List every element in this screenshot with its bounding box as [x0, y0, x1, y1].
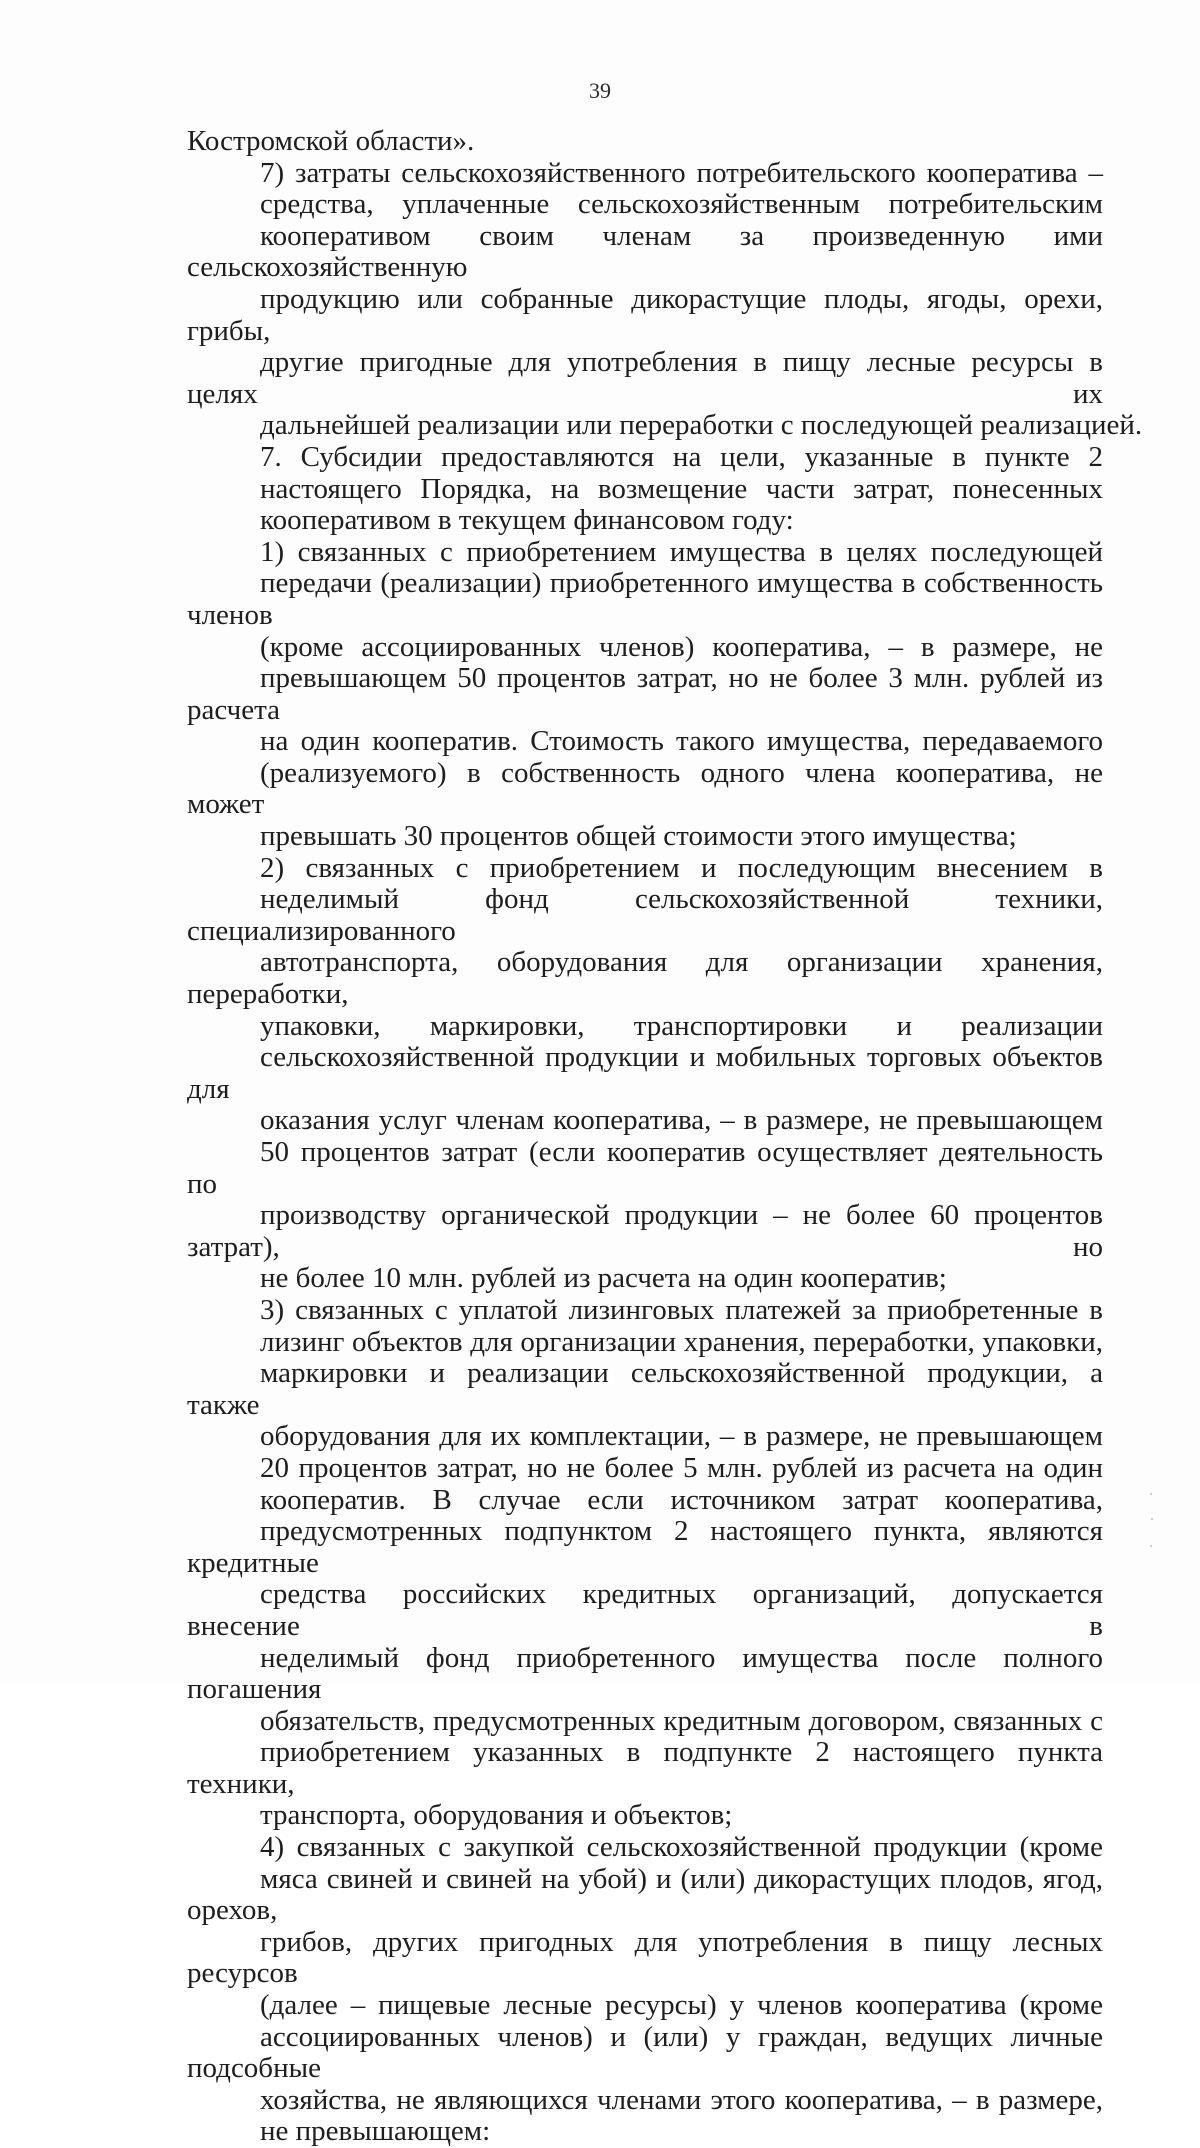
text-line: ассоциированных членов) и (или) у граждан, ведущих личные подсобные [187, 2020, 1103, 2085]
text-line: приобретением указанных в подпункте 2 настоящего пункта техники, [187, 1736, 1103, 1800]
text-line: оказания услуг членам кооператива, – в размере, не превышающем [260, 1104, 1103, 1137]
text-line: 3) связанных с уплатой лизинговых платежей за приобретенные в [260, 1293, 1103, 1326]
text-line: производству органической продукции – не более 60 процентов затрат), но [187, 1199, 1103, 1263]
paragraph [187, 156, 1143, 442]
text-line: Костромской области». [187, 125, 475, 157]
text-line: автотранспорта, оборудования для организации хранения, переработки, [187, 946, 1103, 1011]
paragraph [187, 1832, 1103, 2148]
text-line: дальнейшей реализации или переработки с последующей реализацией. [260, 409, 1143, 442]
text-line: (далее – пищевые лесные ресурсы) у членов кооператива (кроме [260, 1989, 1103, 2022]
text-line: кооператив. В случае если источником затрат кооператива, [260, 1483, 1103, 1516]
paragraph [187, 853, 1103, 1295]
paragraph [187, 1295, 1103, 1832]
text-line: продукцию или собранные дикорастущие плоды, ягоды, орехи, грибы, [187, 282, 1103, 347]
text-line: кооперативом в текущем финансовом году: [260, 504, 794, 537]
scan-speck [1150, 1545, 1152, 1547]
body-text [187, 125, 1143, 2148]
text-line: 7) затраты сельскохозяйственного потребительского кооператива – [260, 156, 1103, 189]
text-line: (кроме ассоциированных членов) кооператива, – в размере, не [260, 630, 1103, 663]
text-line: маркировки и реализации сельскохозяйственной продукции, а также [187, 1357, 1103, 1421]
text-line: мяса свиней и свиней на убой) и (или) дикорастущих плодов, ягод, орехов, [187, 1862, 1103, 1927]
text-line: неделимый фонд приобретенного имущества после полного погашения [187, 1641, 1103, 1706]
text-line: грибов, других пригодных для употребления в пищу лесных ресурсов [187, 1925, 1103, 1990]
text-line: превышающем 50 процентов затрат, но не более 3 млн. рублей из расчета [187, 662, 1103, 726]
text-line: 2) связанных с приобретением и последующим внесением в [260, 851, 1103, 884]
text-line: средства, уплаченные сельскохозяйственным потребительским [260, 188, 1103, 221]
text-line: лизинг объектов для организации хранения, переработки, упаковки, [260, 1325, 1103, 1358]
text-line: обязательств, предусмотренных кредитным договором, связанных с [260, 1704, 1103, 1737]
text-line: (реализуемого) в собственность одного члена кооператива, не может [187, 756, 1103, 821]
text-line: настоящего Порядка, на возмещение части затрат, понесенных [260, 472, 1103, 505]
paragraph [187, 126, 1103, 158]
paragraph [187, 442, 1103, 537]
text-line: другие пригодные для употребления в пищу лесные ресурсы в целях их [187, 346, 1103, 410]
text-line: сельскохозяйственной продукции и мобильных торговых объектов для [187, 1041, 1103, 1105]
text-line: передачи (реализации) приобретенного имущества в собственность членов [187, 567, 1103, 631]
text-line: средства российских кредитных организаций, допускается внесение в [187, 1578, 1103, 1642]
scan-speck [1151, 1518, 1153, 1520]
text-line: 20 процентов затрат, но не более 5 млн. рублей из расчета на один [260, 1451, 1103, 1484]
text-line: предусмотренных подпунктом 2 настоящего пункта, являются кредитные [187, 1515, 1103, 1579]
page-number: 39 [589, 78, 611, 103]
text-line: 50 процентов затрат (если кооператив осуществляет деятельность по [187, 1136, 1103, 1200]
text-line: хозяйства, не являющихся членами этого кооператива, – в размере, [260, 2083, 1103, 2116]
text-line: оборудования для их комплектации, – в размере, не превышающем [260, 1420, 1103, 1453]
text-line: 4) связанных с закупкой сельскохозяйственной продукции (кроме [260, 1831, 1103, 1864]
text-line: на один кооператив. Стоимость такого имущества, передаваемого [260, 725, 1103, 758]
scan-speck [1150, 1493, 1152, 1495]
text-line: не более 10 млн. рублей из расчета на один кооператив; [260, 1262, 947, 1295]
text-line: 7. Субсидии предоставляются на цели, указанные в пункте 2 [260, 440, 1103, 473]
text-line: не превышающем: [260, 2115, 491, 2148]
text-line: кооперативом своим членам за произведенную ими сельскохозяйственную [187, 219, 1103, 284]
text-line: 1) связанных с приобретением имущества в целях последующей [260, 535, 1103, 568]
text-line: упаковки, маркировки, транспортировки и реализации [260, 1009, 1103, 1042]
text-line: превышать 30 процентов общей стоимости этого имущества; [260, 820, 1017, 853]
text-line: транспорта, оборудования и объектов; [260, 1799, 733, 1832]
text-line: неделимый фонд сельскохозяйственной техники, специализированного [187, 883, 1103, 947]
paragraph [187, 537, 1103, 853]
